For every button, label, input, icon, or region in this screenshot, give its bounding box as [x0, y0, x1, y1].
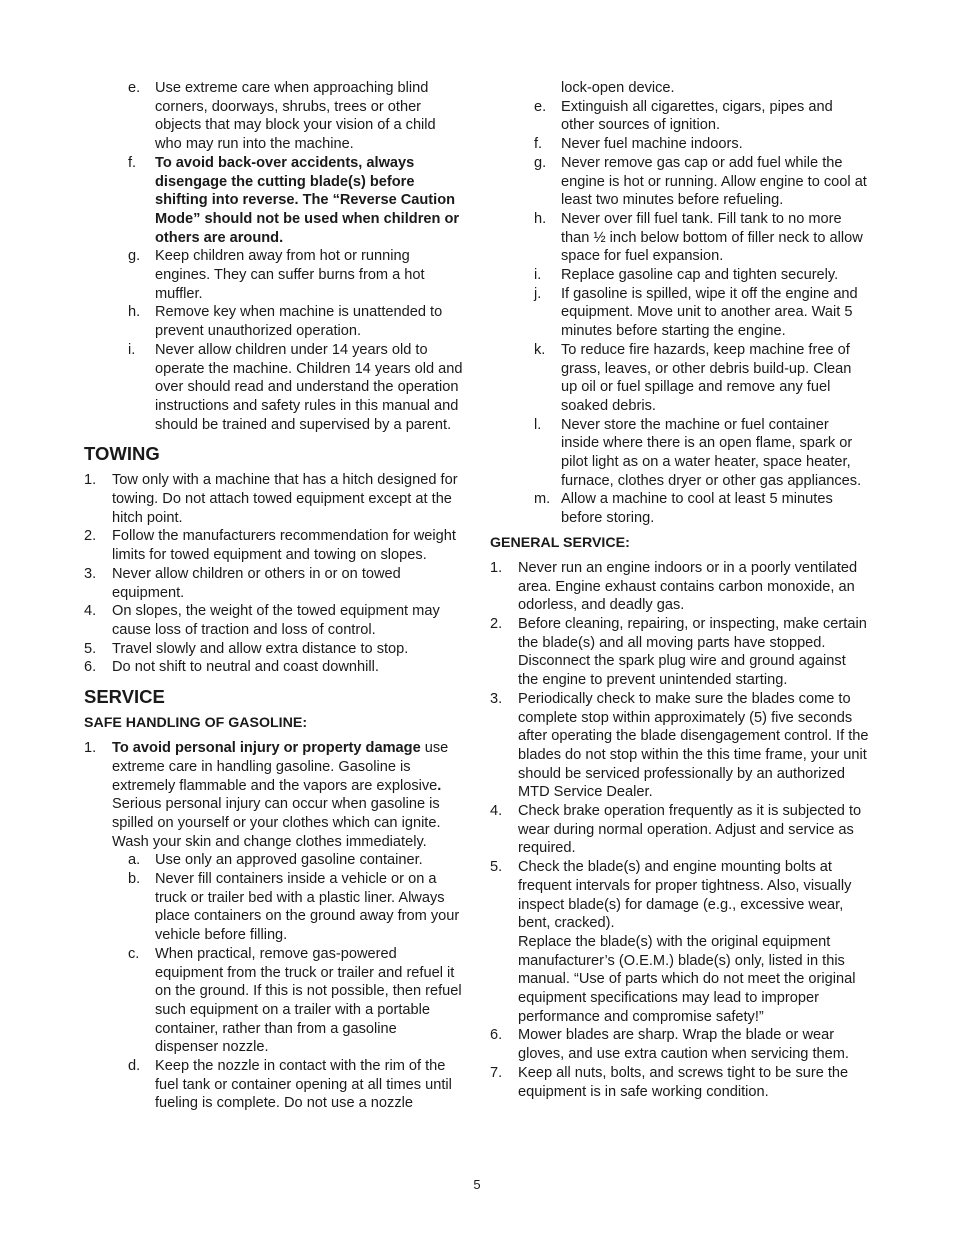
list-item [84, 79, 464, 154]
list-item [490, 210, 870, 266]
right-column [490, 79, 870, 1101]
list-item-text: To avoid back-over accidents, always disengage the cutting blade(s) before shifting into reverse. The “Reverse Caution Mode” should not be used when children or others are around. [155, 154, 460, 246]
list-marker: g. [128, 248, 141, 265]
list-marker: h. [534, 210, 547, 227]
page-number: 5 [473, 1177, 481, 1192]
list-item [490, 858, 870, 933]
list-item [490, 690, 870, 802]
list-item-bold-lead: To avoid personal injury or property damage [112, 740, 421, 757]
list-marker: f. [128, 154, 137, 171]
list-item [490, 341, 870, 416]
list-item-text: use extreme care in handling gasoline. Gasoline is extremely flammable and the vapors are explosive [112, 740, 449, 794]
list-marker: 6. [490, 1027, 503, 1044]
list-item-text: On slopes, the weight of the towed equipment may cause loss of traction and loss of control. [112, 603, 440, 638]
list-marker: 2. [490, 615, 503, 632]
list-item-text: Keep the nozzle in contact with the rim of the fuel tank or container opening at all times until fueling is complete. Do not use a nozzle [155, 1058, 452, 1112]
list-marker: 4. [490, 803, 503, 820]
service-heading: SERVICE [84, 686, 165, 708]
list-item [84, 154, 464, 248]
list-item-text: Replace gasoline cap and tighten securely. [561, 267, 839, 284]
list-item [84, 658, 464, 677]
list-item-text: Periodically check to make sure the blades come to complete stop within approximately (5) five seconds after operating the blade disengagement control. If the blades do not stop within the this time frame, your unit should be serviced professionally by an authorized MTD Service Dealer. [518, 690, 869, 801]
towing-heading: TOWING [84, 443, 160, 465]
list-item-text: Keep children away from hot or running engines. They can suffer burns from a hot muffler. [155, 248, 425, 302]
list-item [490, 802, 870, 858]
list-item-text: Check the blade(s) and engine mounting bolts at frequent intervals for proper tightness. Also, visually inspect blade(s) for damage (e.g., excessive wear, bent, cracked). [518, 859, 852, 932]
list-marker: k. [534, 341, 546, 358]
list-marker: f. [534, 136, 543, 153]
list-item-text: Never allow children under 14 years old to operate the machine. Children 14 years old and over should read and understand the operation instructions and safety rules in this manual and should be trained and supervised by a parent. [155, 341, 463, 433]
list-marker: 2. [84, 528, 97, 545]
list-item-text: Never fill containers inside a vehicle or on a truck or trailer bed with a plastic liner. Always place containers on the ground away from your vehicle before filling. [155, 871, 460, 944]
list-marker: b. [128, 871, 141, 888]
list-item-text: Never fuel machine indoors. [561, 136, 743, 153]
list-item [84, 471, 464, 527]
list-item-text: Replace the blade(s) with the original equipment manufacturer’s (O.E.M.) blade(s) only, listed in this manual. “Use of parts which do not meet the original equipment specifications may lead to improper performance and compromise safety!” [518, 933, 856, 1025]
list-marker: h. [128, 304, 141, 321]
list-marker: 6. [84, 659, 97, 676]
list-item [84, 945, 464, 1057]
list-item-continuation [490, 79, 870, 98]
list-marker: a. [128, 852, 141, 869]
list-item [490, 559, 870, 615]
list-item-text: Use extreme care when approaching blind corners, doorways, shrubs, trees or other objects that may block your vision of a child who may run into the machine. [155, 80, 436, 153]
list-item-text: Extinguish all cigarettes, cigars, pipes and other sources of ignition. [561, 98, 833, 134]
list-item-text: Tow only with a machine that has a hitch designed for towing. Do not attach towed equipment except at the hitch point. [112, 472, 458, 526]
list-item-text: Never remove gas cap or add fuel while the engine is hot or running. Allow engine to cool at least two minutes before refueling. [561, 154, 867, 209]
list-item [490, 285, 870, 341]
list-marker: c. [128, 945, 140, 962]
list-item-text: Never run an engine indoors or in a poorly ventilated area. Engine exhaust contains carbon monoxide, an odorless, and deadly gas. [518, 559, 858, 614]
list-item-text: Remove key when machine is unattended to prevent unauthorized operation. [155, 304, 443, 340]
list-item [84, 527, 464, 564]
list-item [490, 1064, 870, 1101]
list-item-text: Travel slowly and allow extra distance to stop. [112, 640, 409, 657]
list-marker: 5. [490, 859, 503, 876]
list-marker: j. [534, 285, 542, 302]
list-marker: g. [534, 154, 547, 171]
list-marker: l. [534, 416, 542, 433]
list-marker: e. [534, 98, 547, 115]
list-item-text: To reduce fire hazards, keep machine free of grass, leaves, or other debris build-up. Clean up oil or fuel spillage and remove any fuel soaked debris. [561, 341, 852, 414]
safe-handling-gasoline-heading: SAFE HANDLING OF GASOLINE: [84, 715, 308, 732]
list-marker: i. [534, 267, 542, 284]
list-item-text: Use only an approved gasoline container. [155, 852, 423, 869]
list-item-text: When practical, remove gas-powered equipment from the truck or trailer and refuel it on the ground. If this is not possible, then refuel such equipment on a trailer with a portable container, rather than from a gasoline dispenser nozzle. [155, 945, 462, 1056]
list-item-text: Keep all nuts, bolts, and screws tight to be sure the equipment is in safe working condition. [518, 1064, 849, 1100]
list-item-text: Never store the machine or fuel container inside where there is an open flame, spark or pilot light as on a water heater, space heater, furnace, clothes dryer or other gas appliances. [561, 416, 862, 489]
list-item-continuation [490, 933, 870, 1027]
list-item-text: Never allow children or others in or on towed equipment. [112, 565, 401, 601]
left-column [84, 79, 464, 1113]
list-item-period: . [437, 777, 442, 794]
list-marker: 7. [490, 1064, 503, 1081]
list-marker: d. [128, 1058, 141, 1075]
list-item [84, 341, 464, 435]
list-marker: m. [534, 491, 551, 508]
list-item [490, 490, 870, 527]
list-marker: 3. [490, 690, 503, 707]
list-marker: i. [128, 341, 136, 358]
list-item [84, 851, 464, 870]
list-item-text: Mower blades are sharp. Wrap the blade or wear gloves, and use extra caution when servicing them. [518, 1027, 849, 1063]
list-item-text: Before cleaning, repairing, or inspecting, make certain the blade(s) and all moving parts have stopped. Disconnect the spark plug wire and ground against the engine to prevent unintended starting. [518, 615, 867, 689]
list-item-text: Do not shift to neutral and coast downhill. [112, 659, 379, 676]
list-item [490, 154, 870, 210]
list-item [84, 247, 464, 303]
list-item [490, 266, 870, 285]
list-item-text: Never over fill fuel tank. Fill tank to no more than ½ inch below bottom of filler neck to allow space for fuel expansion. [561, 210, 863, 265]
list-marker: 1. [84, 740, 97, 757]
list-item [84, 739, 464, 851]
list-item [490, 615, 870, 690]
list-item-text: Allow a machine to cool at least 5 minutes before storing. [561, 491, 833, 527]
list-item [490, 1026, 870, 1063]
list-marker: 4. [84, 603, 97, 620]
list-item [490, 135, 870, 154]
list-item [490, 416, 870, 491]
list-item-text: Serious personal injury can occur when gasoline is spilled on yourself or your clothes which can ignite. Wash your skin and change clothes immediately. [112, 796, 441, 850]
list-marker: 5. [84, 640, 97, 657]
list-item [84, 640, 464, 659]
list-item-text: Check brake operation frequently as it is subjected to wear during normal operation. Adjust and service as required. [518, 803, 862, 857]
list-marker: 3. [84, 565, 97, 582]
list-item [84, 565, 464, 602]
list-marker: 1. [84, 472, 97, 489]
list-item [84, 602, 464, 639]
list-item [84, 870, 464, 945]
list-item-text: lock-open device. [561, 80, 675, 96]
list-item [84, 1057, 464, 1113]
list-item-text: If gasoline is spilled, wipe it off the engine and equipment. Move unit to another area. Wait 5 minutes before starting the engine. [561, 285, 858, 340]
list-marker: e. [128, 80, 141, 96]
list-item [84, 303, 464, 340]
general-service-heading: GENERAL SERVICE: [490, 534, 630, 551]
list-marker: 1. [490, 559, 503, 576]
list-item-text: Follow the manufacturers recommendation for weight limits for towed equipment and towing on slopes. [112, 528, 456, 564]
list-item [490, 98, 870, 135]
